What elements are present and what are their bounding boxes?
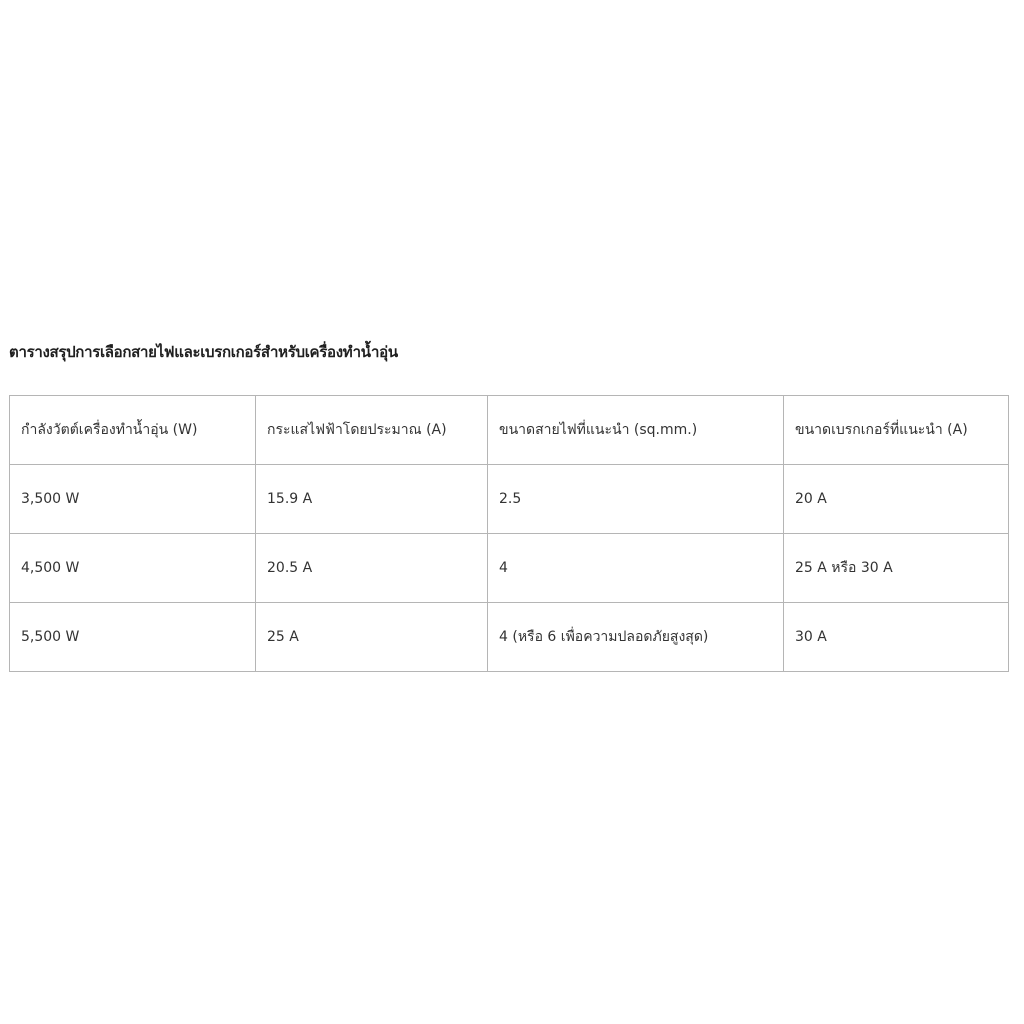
cell-wattage: 5,500 W bbox=[10, 603, 256, 672]
cell-wire-size: 4 (หรือ 6 เพื่อความปลอดภัยสูงสุด) bbox=[488, 603, 784, 672]
header-cell-wire-size: ขนาดสายไฟที่แนะนำ (sq.mm.) bbox=[488, 396, 784, 465]
table-title: ตารางสรุปการเลือกสายไฟและเบรกเกอร์สำหรับเครื่องทำน้ำอุ่น bbox=[9, 343, 398, 361]
header-cell-breaker-size: ขนาดเบรกเกอร์ที่แนะนำ (A) bbox=[784, 396, 1009, 465]
cell-current: 25 A bbox=[256, 603, 488, 672]
cell-wire-size: 4 bbox=[488, 534, 784, 603]
cell-current: 15.9 A bbox=[256, 465, 488, 534]
summary-table bbox=[9, 395, 1009, 672]
cell-breaker-size: 20 A bbox=[784, 465, 1009, 534]
cell-wire-size: 2.5 bbox=[488, 465, 784, 534]
cell-current: 20.5 A bbox=[256, 534, 488, 603]
header-cell-current: กระแสไฟฟ้าโดยประมาณ (A) bbox=[256, 396, 488, 465]
cell-breaker-size: 25 A หรือ 30 A bbox=[784, 534, 1009, 603]
cell-wattage: 3,500 W bbox=[10, 465, 256, 534]
cell-wattage: 4,500 W bbox=[10, 534, 256, 603]
table-row bbox=[10, 534, 1009, 603]
header-cell-wattage: กำลังวัตต์เครื่องทำน้ำอุ่น (W) bbox=[10, 396, 256, 465]
table-row bbox=[10, 465, 1009, 534]
table-row bbox=[10, 603, 1009, 672]
table-header-row bbox=[10, 396, 1009, 465]
cell-breaker-size: 30 A bbox=[784, 603, 1009, 672]
